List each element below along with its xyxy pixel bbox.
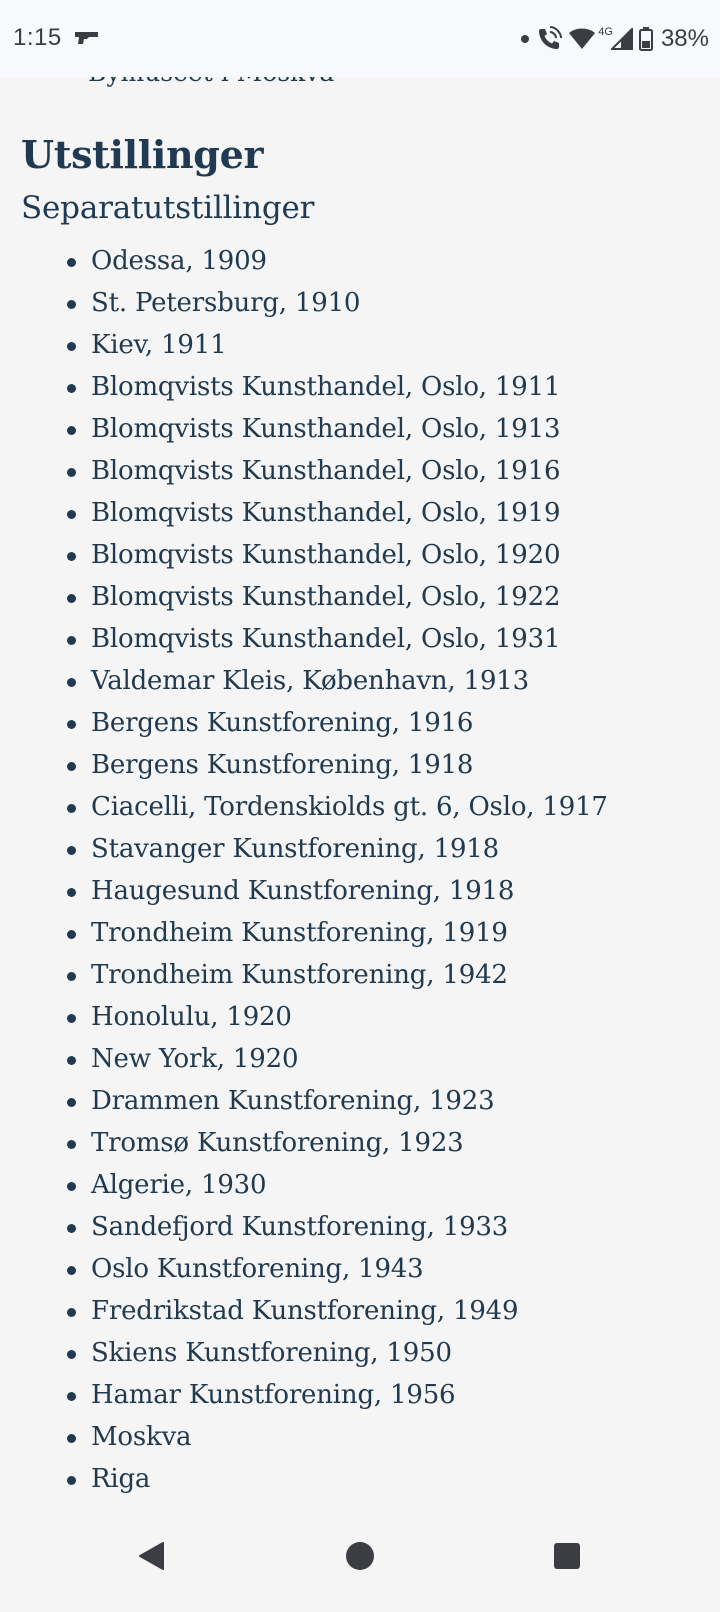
exhibition-list-item: Bergens Kunstforening, 1916 xyxy=(0,702,720,744)
circle-home-icon xyxy=(344,1540,376,1572)
status-bar xyxy=(0,0,720,77)
exhibition-list-item: Riga xyxy=(0,1458,720,1500)
exhibition-list-item: Valdemar Kleis, København, 1913 xyxy=(0,660,720,702)
square-recents-icon xyxy=(552,1541,582,1571)
gun-notification-icon xyxy=(74,30,100,46)
subsection-heading: Separatutstillinger xyxy=(21,190,315,226)
wifi-icon xyxy=(568,27,596,51)
exhibition-list-item: Blomqvists Kunsthandel, Oslo, 1922 xyxy=(0,576,720,618)
exhibition-list-item: Blomqvists Kunsthandel, Oslo, 1913 xyxy=(0,408,720,450)
battery-icon xyxy=(639,27,653,51)
exhibition-list-item: Stavanger Kunstforening, 1918 xyxy=(0,828,720,870)
network-type-label: 4G xyxy=(598,26,613,38)
exhibition-list-item: Algerie, 1930 xyxy=(0,1164,720,1206)
exhibition-list-item: Blomqvists Kunsthandel, Oslo, 1916 xyxy=(0,450,720,492)
exhibition-list-item: Blomqvists Kunsthandel, Oslo, 1920 xyxy=(0,534,720,576)
exhibition-list-item: Trondheim Kunstforening, 1919 xyxy=(0,912,720,954)
exhibition-list-item: Kiev, 1911 xyxy=(0,324,720,366)
exhibition-list-item: Sandefjord Kunstforening, 1933 xyxy=(0,1206,720,1248)
exhibition-list-item: Tromsø Kunstforening, 1923 xyxy=(0,1122,720,1164)
exhibition-list-item: Hamar Kunstforening, 1956 xyxy=(0,1374,720,1416)
exhibition-list-item: Blomqvists Kunsthandel, Oslo, 1911 xyxy=(0,366,720,408)
exhibition-list-item: Haugesund Kunstforening, 1918 xyxy=(0,870,720,912)
exhibition-list-item: Blomqvists Kunsthandel, Oslo, 1919 xyxy=(0,492,720,534)
battery-percentage: 38% xyxy=(660,25,709,52)
exhibition-list-item: Blomqvists Kunsthandel, Oslo, 1931 xyxy=(0,618,720,660)
cell-signal-icon xyxy=(611,28,633,50)
back-button[interactable] xyxy=(132,1536,172,1576)
exhibition-list-item: Bergens Kunstforening, 1918 xyxy=(0,744,720,786)
triangle-back-icon xyxy=(136,1540,168,1572)
exhibition-list-item: Odessa, 1909 xyxy=(0,240,720,282)
exhibition-list-item: Trondheim Kunstforening, 1942 xyxy=(0,954,720,996)
exhibition-list-item: Honolulu, 1920 xyxy=(0,996,720,1038)
exhibition-list-item: Ciacelli, Tordenskiolds gt. 6, Oslo, 1917 xyxy=(0,786,720,828)
exhibition-list-item: Skiens Kunstforening, 1950 xyxy=(0,1332,720,1374)
section-heading: Utstillinger xyxy=(21,132,264,177)
exhibition-list-item: Oslo Kunstforening, 1943 xyxy=(0,1248,720,1290)
status-time: 1:15 xyxy=(13,24,62,51)
recents-button[interactable] xyxy=(547,1536,587,1576)
status-icons xyxy=(520,24,709,54)
exhibition-list-item: St. Petersburg, 1910 xyxy=(0,282,720,324)
notification-dot-icon xyxy=(520,24,530,54)
home-button[interactable] xyxy=(340,1536,380,1576)
exhibition-list-item: Fredrikstad Kunstforening, 1949 xyxy=(0,1290,720,1332)
exhibition-list-item: Drammen Kunstforening, 1923 xyxy=(0,1080,720,1122)
exhibition-list-item: Moskva xyxy=(0,1416,720,1458)
exhibition-list xyxy=(0,240,720,1500)
wifi-calling-icon xyxy=(536,26,562,52)
exhibition-list-item: New York, 1920 xyxy=(0,1038,720,1080)
navigation-bar xyxy=(0,1500,720,1612)
